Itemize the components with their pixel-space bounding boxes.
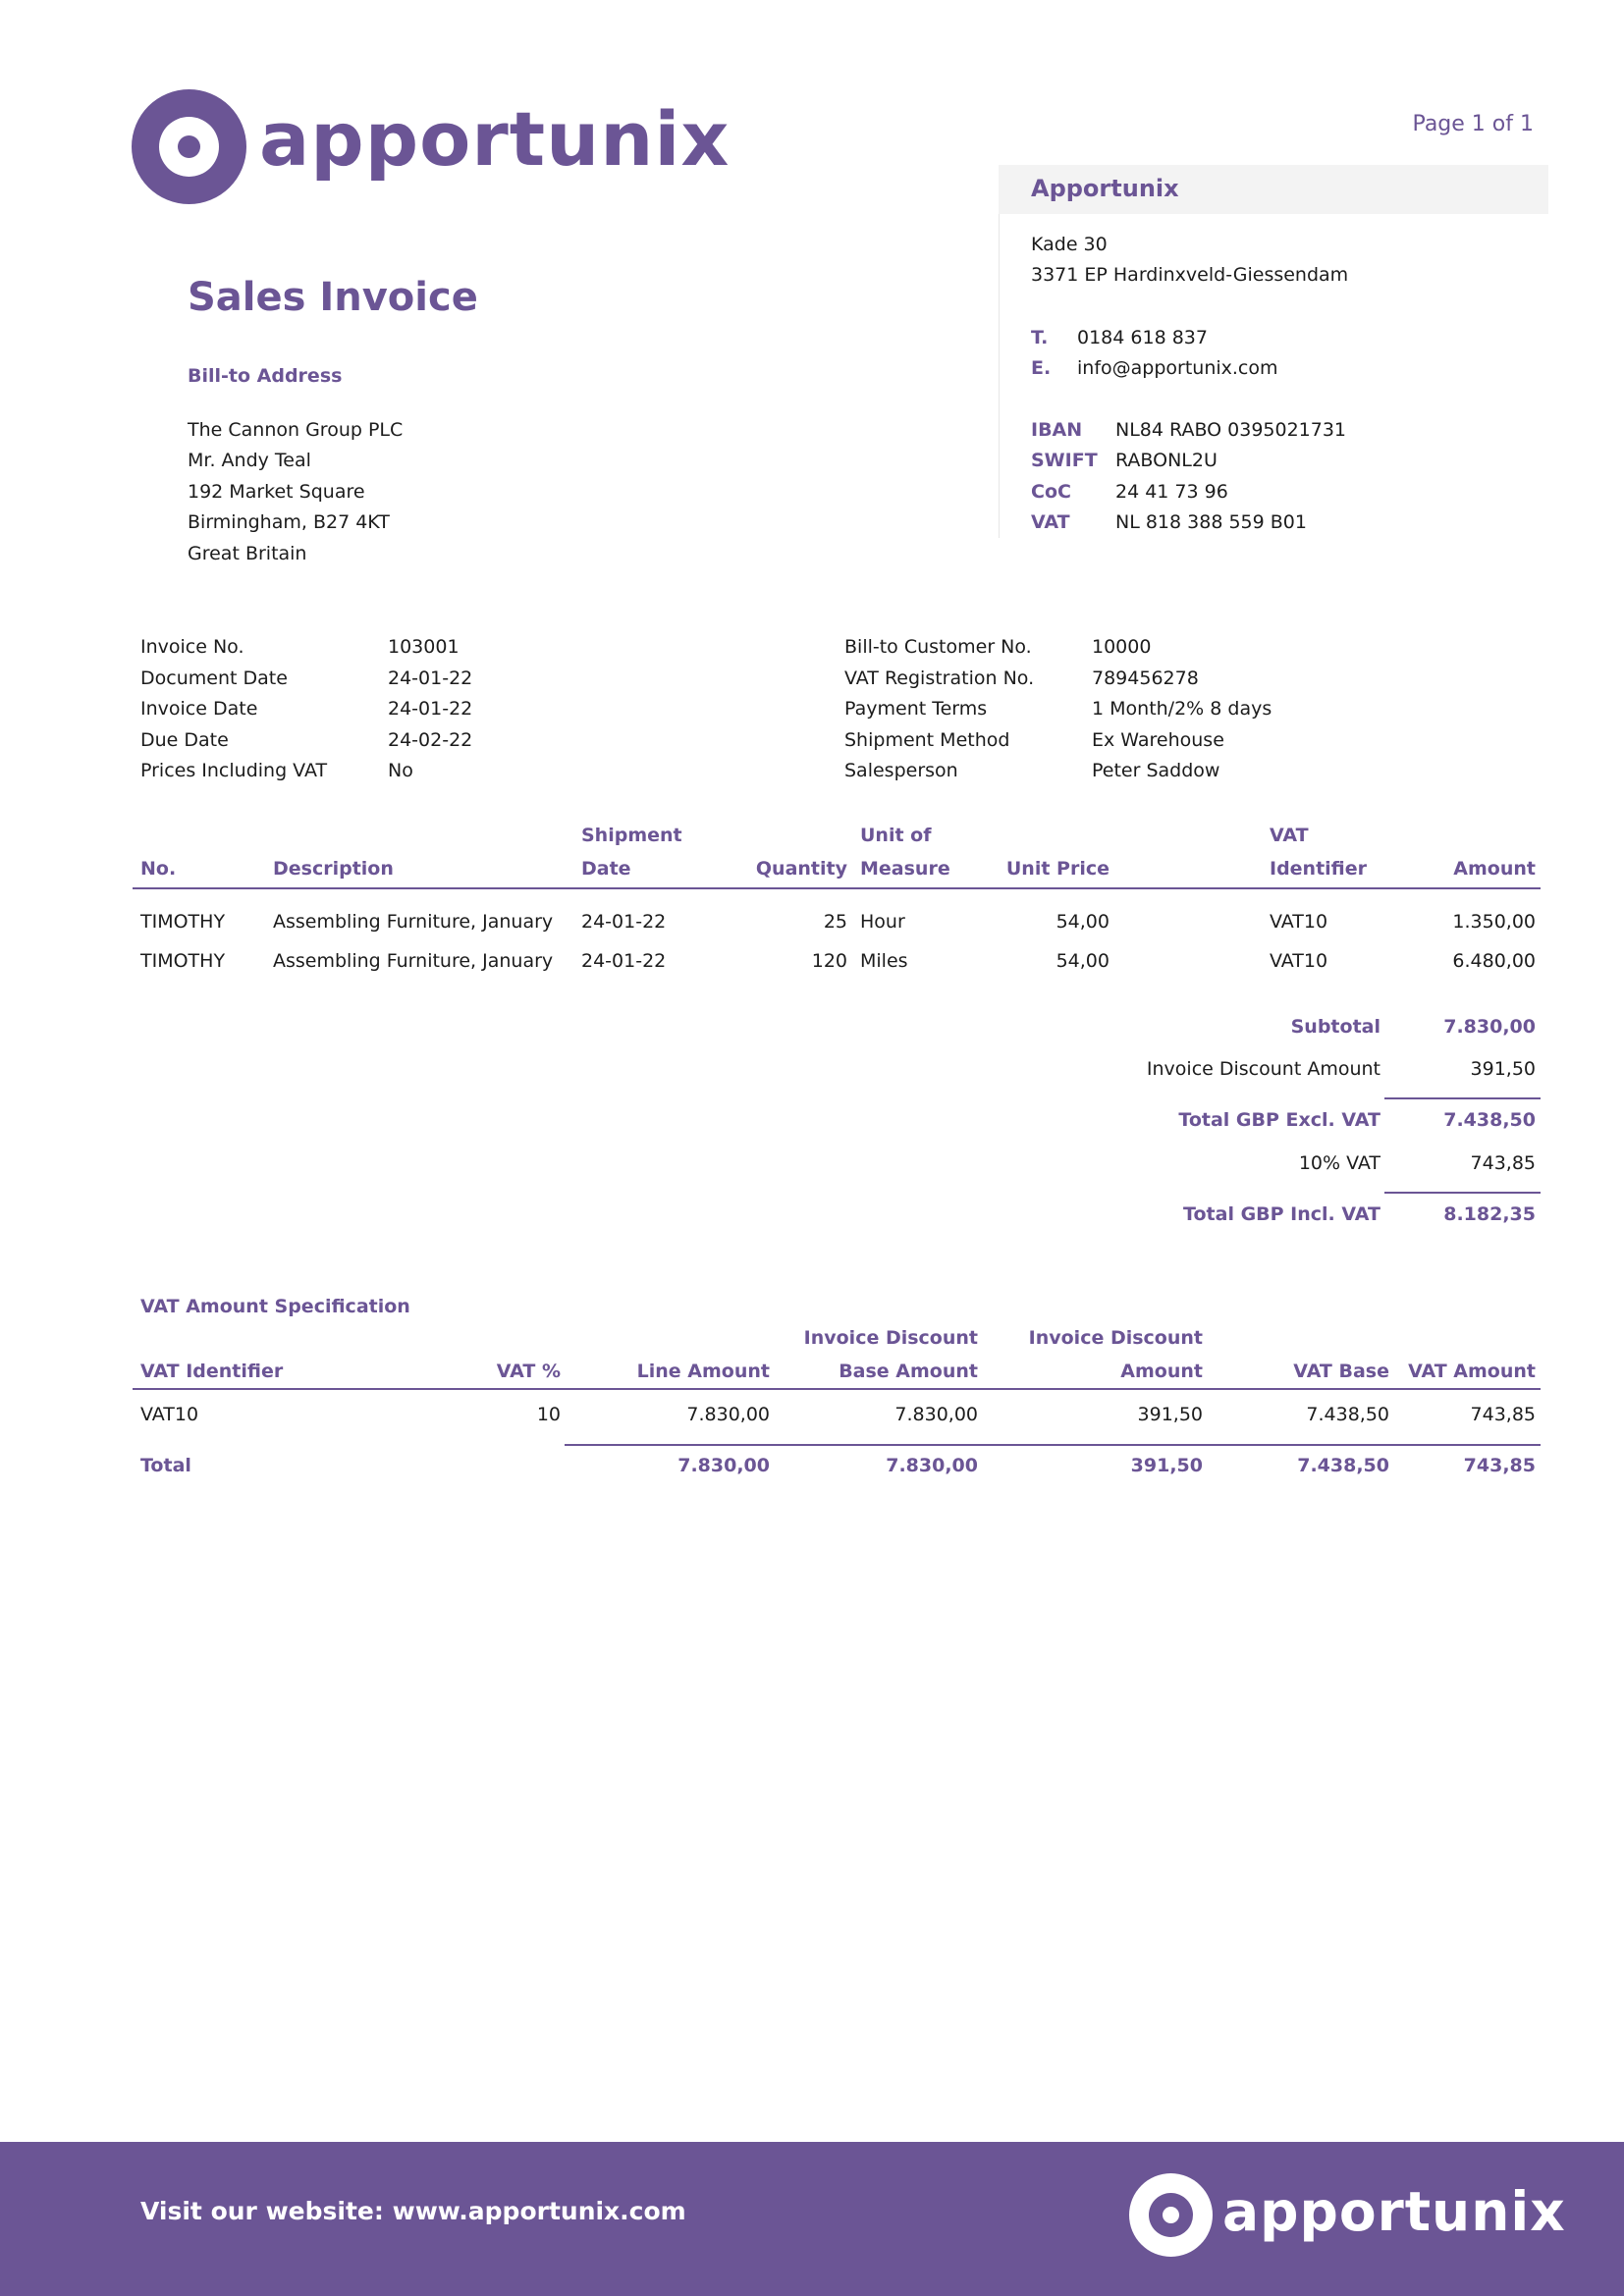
info-label: Payment Terms [844, 698, 988, 720]
totals-divider [1384, 1097, 1541, 1099]
bill-to-line: Mr. Andy Teal [188, 450, 311, 471]
swift-value: RABONL2U [1115, 450, 1218, 471]
cell-no: TIMOTHY [140, 950, 226, 972]
cell-amount: 6.480,00 [1452, 950, 1536, 972]
column-header-vat-base: VAT Base [1293, 1361, 1389, 1382]
email-label: E. [1031, 357, 1052, 379]
vat-spec-heading: VAT Amount Specification [140, 1296, 410, 1317]
bill-to-line: 192 Market Square [188, 481, 365, 503]
cell-disc-amt: 391,50 [1137, 1404, 1203, 1425]
total-line-amount: 7.830,00 [677, 1455, 770, 1476]
column-header-identifier: VAT Identifier [140, 1361, 284, 1382]
column-header-disc-base: Base Amount [839, 1361, 978, 1382]
footer-website-link[interactable]: Visit our website: www.apportunix.com [140, 2197, 686, 2225]
totals-divider [1384, 1192, 1541, 1194]
info-label: Invoice No. [140, 636, 244, 658]
info-value: 24-02-22 [388, 729, 473, 751]
page-number: Page 1 of 1 [1412, 112, 1534, 136]
bill-to-heading: Bill-to Address [188, 365, 343, 387]
company-address-line: 3371 EP Hardinxveld-Giessendam [1031, 264, 1349, 286]
subtotal-label: Subtotal [1290, 1016, 1380, 1038]
cell-vat: VAT10 [1270, 950, 1328, 972]
info-value: 24-01-22 [388, 667, 473, 689]
info-label: Invoice Date [140, 698, 258, 720]
column-header-description: Description [273, 858, 394, 880]
info-label: Due Date [140, 729, 229, 751]
email-value: info@apportunix.com [1077, 357, 1278, 379]
column-header-disc-base-top: Invoice Discount [803, 1327, 978, 1349]
column-header-unit-price: Unit Price [1005, 858, 1110, 880]
cell-date: 24-01-22 [581, 911, 667, 933]
column-header-vat: VAT [1270, 825, 1309, 846]
cell-no: TIMOTHY [140, 911, 226, 933]
info-value: 10000 [1092, 636, 1152, 658]
total-divider [565, 1444, 1541, 1446]
column-header-measure: Measure [860, 858, 950, 880]
cell-uom: Hour [860, 911, 905, 933]
column-header-disc-amt-top: Invoice Discount [1028, 1327, 1203, 1349]
cell-uom: Miles [860, 950, 908, 972]
total-vat-amount: 743,85 [1463, 1455, 1536, 1476]
vat-value: NL 818 388 559 B01 [1115, 511, 1307, 533]
bill-to-line: The Cannon Group PLC [188, 419, 404, 441]
column-header-amount: Amount [1453, 858, 1536, 880]
info-label: VAT Registration No. [844, 667, 1035, 689]
info-value: 103001 [388, 636, 460, 658]
coc-label: CoC [1031, 481, 1071, 503]
table-header-divider [133, 1388, 1541, 1390]
info-label: Bill-to Customer No. [844, 636, 1032, 658]
footer [0, 2142, 1624, 2296]
iban-label: IBAN [1031, 419, 1083, 441]
total-incl-label: Total GBP Incl. VAT [1183, 1203, 1380, 1225]
vat-amount-value: 743,85 [1470, 1152, 1536, 1174]
info-value: 1 Month/2% 8 days [1092, 698, 1272, 720]
info-value: Peter Saddow [1092, 760, 1220, 781]
column-header-no: No. [140, 858, 177, 880]
total-disc-base: 7.830,00 [886, 1455, 978, 1476]
info-value: No [388, 760, 413, 781]
logo-wordmark: apportunix [259, 95, 731, 183]
logo-mark-icon [132, 89, 246, 204]
bill-to-line: Birmingham, B27 4KT [188, 511, 390, 533]
total-disc-amt: 391,50 [1130, 1455, 1203, 1476]
logo-mark-icon [1129, 2173, 1213, 2257]
total-excl-value: 7.438,50 [1443, 1109, 1536, 1131]
logo-wordmark: apportunix [1222, 2180, 1566, 2243]
column-header-disc-amt: Amount [1120, 1361, 1203, 1382]
discount-value: 391,50 [1470, 1058, 1536, 1080]
cell-vat: VAT10 [1270, 911, 1328, 933]
coc-value: 24 41 73 96 [1115, 481, 1228, 503]
info-value: Ex Warehouse [1092, 729, 1224, 751]
company-name: Apportunix [1031, 175, 1179, 202]
vat-label: VAT [1031, 511, 1070, 533]
column-header-uom: Unit of [860, 825, 932, 846]
cell-quantity: 120 [811, 950, 847, 972]
info-label: Prices Including VAT [140, 760, 328, 781]
column-header-date: Date [581, 858, 631, 880]
column-header-vat-pct: VAT % [496, 1361, 561, 1382]
cell-description: Assembling Furniture, January [273, 950, 554, 972]
column-header-shipment: Shipment [581, 825, 682, 846]
total-incl-value: 8.182,35 [1443, 1203, 1536, 1225]
page-title: Sales Invoice [188, 275, 478, 320]
info-label: Salesperson [844, 760, 958, 781]
info-label: Shipment Method [844, 729, 1010, 751]
phone-value: 0184 618 837 [1077, 327, 1208, 348]
vat-amount-label: 10% VAT [1298, 1152, 1380, 1174]
company-address-line: Kade 30 [1031, 234, 1108, 255]
cell-description: Assembling Furniture, January [273, 911, 554, 933]
total-label: Total [140, 1455, 191, 1476]
cell-unit-price: 54,00 [1056, 950, 1110, 972]
cell-vat-base: 7.438,50 [1306, 1404, 1389, 1425]
cell-amount: 1.350,00 [1452, 911, 1536, 933]
total-vat-base: 7.438,50 [1297, 1455, 1389, 1476]
cell-vat-amount: 743,85 [1470, 1404, 1536, 1425]
column-header-quantity: Quantity [755, 858, 847, 880]
info-label: Document Date [140, 667, 288, 689]
phone-label: T. [1031, 327, 1049, 348]
info-value: 24-01-22 [388, 698, 473, 720]
subtotal-value: 7.830,00 [1443, 1016, 1536, 1038]
cell-quantity: 25 [823, 911, 847, 933]
cell-vat-pct: 10 [536, 1404, 561, 1425]
divider [999, 214, 1000, 538]
column-header-line-amount: Line Amount [636, 1361, 770, 1382]
cell-unit-price: 54,00 [1056, 911, 1110, 933]
table-header-divider [133, 887, 1541, 889]
bill-to-line: Great Britain [188, 543, 307, 564]
cell-line-amount: 7.830,00 [686, 1404, 770, 1425]
iban-value: NL84 RABO 0395021731 [1115, 419, 1347, 441]
cell-disc-base: 7.830,00 [894, 1404, 978, 1425]
info-value: 789456278 [1092, 667, 1199, 689]
column-header-identifier: Identifier [1270, 858, 1368, 880]
cell-identifier: VAT10 [140, 1404, 199, 1425]
discount-label: Invoice Discount Amount [1146, 1058, 1380, 1080]
total-excl-label: Total GBP Excl. VAT [1178, 1109, 1380, 1131]
column-header-vat-amount: VAT Amount [1408, 1361, 1536, 1382]
swift-label: SWIFT [1031, 450, 1098, 471]
cell-date: 24-01-22 [581, 950, 667, 972]
